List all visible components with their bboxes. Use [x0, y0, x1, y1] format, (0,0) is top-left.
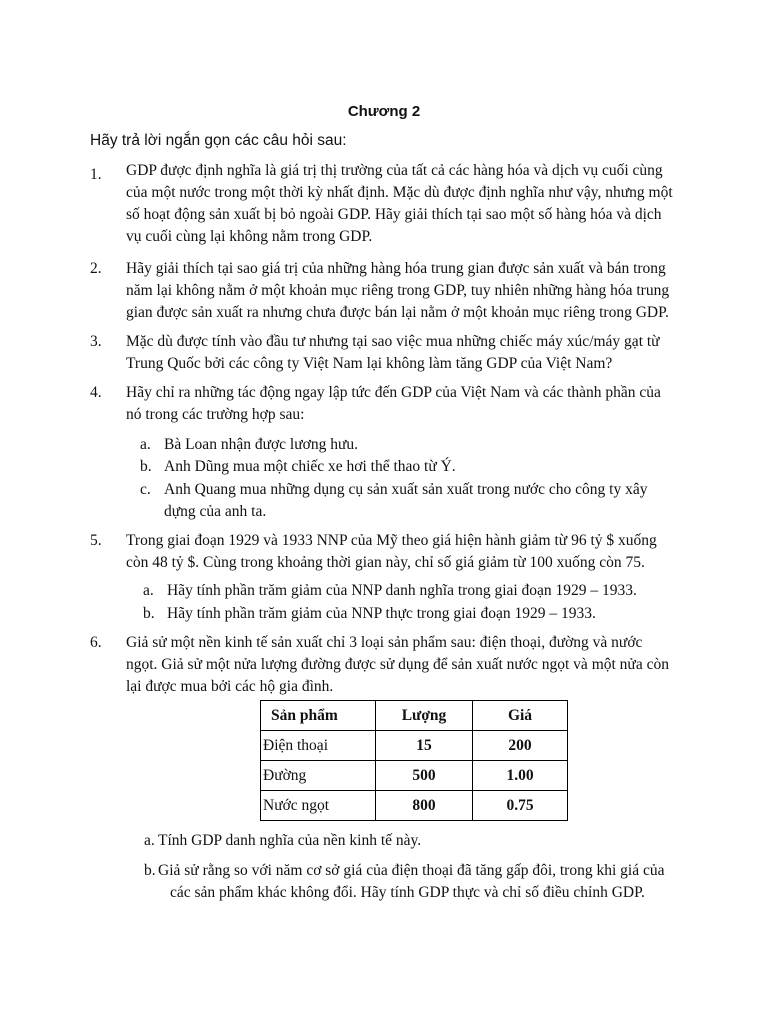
question-text — [126, 530, 706, 574]
sub-text — [164, 479, 647, 523]
chapter-title: Chương 2 — [347, 103, 421, 120]
text-line: dựng của anh ta. — [164, 503, 267, 520]
text-line: các sản phẩm khác không đổi. Hãy tính GDP thực và chỉ số điều chỉnh GDP. — [170, 884, 645, 901]
question-text — [126, 382, 706, 426]
text-line: ngọt. Giả sử một nửa lượng đường được sử dụng để sản xuất nước ngọt và một nửa còn — [126, 656, 669, 673]
text-line: số hoạt động sản xuất bị bỏ ngoài GDP. Hãy giải thích tại sao một số hàng hóa và dịch — [126, 206, 662, 223]
question-number: 4. — [90, 384, 102, 401]
quantity-cell: 500 — [376, 761, 473, 791]
sub-label: b. — [144, 862, 156, 879]
text-line: vụ cuối cùng lại không nằm trong GDP. — [126, 228, 373, 245]
sub-label: a. — [140, 436, 151, 453]
question-number: 3. — [90, 333, 102, 350]
text-line: năm lại không nằm ở một khoản mục riêng trong GDP, tuy nhiên những hàng hóa trung — [126, 282, 670, 299]
text-line: gian được sản xuất ra nhưng chưa được bán lại nằm ở một khoản mục riêng trong GDP. — [126, 304, 669, 321]
column-header: Giá — [473, 701, 568, 731]
text-line: của một nước trong một thời kỳ nhất định. Mặc dù được định nghĩa như vậy, nhưng một — [126, 184, 673, 201]
quantity-cell: 15 — [376, 731, 473, 761]
text-line: GDP được định nghĩa là giá trị thị trường của tất cả các hàng hóa và dịch vụ cuối cùng — [126, 162, 663, 179]
price-cell: 200 — [473, 731, 568, 761]
column-header: Lượng — [376, 701, 473, 731]
question-text — [126, 258, 706, 324]
text-line: Hãy chỉ ra những tác động ngay lập tức đến GDP của Việt Nam và các thành phần của — [126, 384, 661, 401]
text-line: Trung Quốc bởi các công ty Việt Nam lại không làm tăng GDP của Việt Nam? — [126, 355, 613, 372]
table-row — [261, 731, 568, 761]
sub-label: c. — [140, 481, 151, 498]
sub-text: Hãy tính phần trăm giảm của NNP thực trong giai đoạn 1929 – 1933. — [167, 605, 596, 622]
question-text — [126, 160, 706, 248]
sub-label: b. — [143, 605, 155, 622]
sub-label: b. — [140, 458, 152, 475]
sub-text — [158, 860, 738, 904]
text-line: Anh Quang mua những dụng cụ sản xuất sản xuất trong nước cho công ty xây — [164, 481, 648, 498]
text-line: nó trong các trường hợp sau: — [126, 406, 305, 423]
text-line: Hãy giải thích tại sao giá trị của những hàng hóa trung gian được sản xuất và bán trong — [126, 260, 666, 277]
sub-text: Tính GDP danh nghĩa của nền kinh tế này. — [158, 832, 422, 849]
sub-label: a. — [144, 832, 155, 849]
question-number: 1. — [90, 166, 102, 183]
price-cell: 0.75 — [473, 791, 568, 821]
text-line: Trong giai đoạn 1929 và 1933 NNP của Mỹ theo giá hiện hành giảm từ 96 tỷ $ xuống — [126, 532, 657, 549]
question-number: 2. — [90, 260, 102, 277]
price-cell: 1.00 — [473, 761, 568, 791]
intro-text: Hãy trả lời ngắn gọn các câu hỏi sau: — [90, 132, 347, 149]
text-line: còn 48 tỷ $. Cùng trong khoảng thời gian này, chỉ số giá giảm từ 100 xuống còn 75. — [126, 554, 645, 571]
question-number: 6. — [90, 634, 102, 651]
question-text — [126, 632, 706, 698]
question-text — [126, 331, 706, 375]
table-row — [261, 791, 568, 821]
product-table — [260, 700, 568, 821]
sub-text: Hãy tính phần trăm giảm của NNP danh nghĩa trong giai đoạn 1929 – 1933. — [167, 582, 637, 599]
question-number: 5. — [90, 532, 102, 549]
text-line: Giả sử rằng so với năm cơ sở giá của điện thoại đã tăng gấp đôi, trong khi giá của — [158, 862, 665, 879]
quantity-cell: 800 — [376, 791, 473, 821]
column-header: Sản phẩm — [261, 701, 376, 731]
product-cell: Điện thoại — [261, 731, 376, 761]
product-cell: Nước ngọt — [261, 791, 376, 821]
sub-text: Anh Dũng mua một chiếc xe hơi thể thao từ Ý. — [164, 458, 456, 475]
table-header-row — [261, 701, 568, 731]
sub-label: a. — [143, 582, 154, 599]
text-line: Mặc dù được tính vào đầu tư nhưng tại sao việc mua những chiếc máy xúc/máy gạt từ — [126, 333, 660, 350]
table-row — [261, 761, 568, 791]
text-line: Giả sử một nền kinh tế sản xuất chỉ 3 loại sản phẩm sau: điện thoại, đường và nước — [126, 634, 643, 651]
sub-text: Bà Loan nhận được lương hưu. — [164, 436, 358, 453]
product-cell: Đường — [261, 761, 376, 791]
text-line: lại được mua bởi các hộ gia đình. — [126, 678, 334, 695]
